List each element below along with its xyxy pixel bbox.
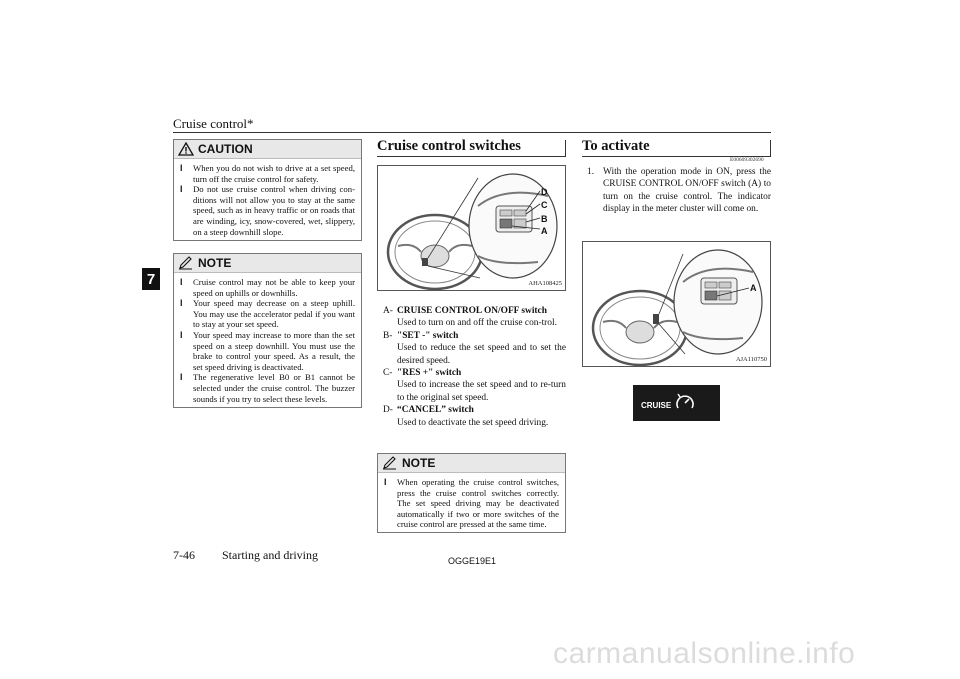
switch-letter: D- xyxy=(383,405,393,416)
switch-letter: C- xyxy=(383,368,393,379)
note-header xyxy=(174,254,361,273)
switch-list xyxy=(383,305,566,429)
note-title: NOTE xyxy=(198,256,232,270)
cruise-speedometer-icon xyxy=(673,391,697,415)
note-item: l Your speed may increase to more than the set speed on a steep downhill. You must use the brake to control your speed. As a result, the set speed driving is deactivated. xyxy=(180,330,355,372)
section-rule-end xyxy=(565,140,566,156)
caution-box xyxy=(173,139,362,241)
callout-d: D xyxy=(541,187,548,197)
steering-switches-figure xyxy=(377,165,566,291)
cruise-indicator-display xyxy=(633,385,720,421)
indicator-label: CRUISE xyxy=(641,401,672,410)
page-header-title: Cruise control* xyxy=(173,116,254,131)
chapter-tab: 7 xyxy=(142,268,160,290)
footer-doc-code: OGGE19E1 xyxy=(448,556,497,566)
switch-label: “CANCEL” switch xyxy=(397,405,474,416)
note-item: l The regenerative level B0 or B1 cannot be selected under the cruise control. The buzzer sounds if you try to select these levels. xyxy=(180,372,355,404)
note-header xyxy=(378,454,565,473)
activate-step xyxy=(587,166,771,216)
steering-wheel-illustration xyxy=(378,166,565,290)
section-rule xyxy=(377,156,566,157)
caution-header xyxy=(174,140,361,159)
switch-letter: B- xyxy=(383,330,393,341)
note-box xyxy=(173,253,362,408)
caution-item: l When you do not wish to drive at a set speed, turn off the cruise control for safety. xyxy=(180,163,355,184)
note-item: l Cruise control may not be able to keep your speed on uphills or downhills. xyxy=(180,277,355,298)
activate-figure xyxy=(582,241,771,367)
switch-label: "SET -" switch xyxy=(397,330,459,341)
switches-section-title: Cruise control switches xyxy=(377,138,521,154)
warning-triangle-icon xyxy=(178,142,194,156)
switch-item-a xyxy=(383,305,566,330)
switch-label: CRUISE CONTROL ON/OFF switch xyxy=(397,306,547,316)
caution-list xyxy=(174,159,361,241)
section-rule-end xyxy=(770,140,771,156)
switch-desc: Used to reduce the set speed and to set the desired speed. xyxy=(397,343,566,366)
note-box xyxy=(377,453,566,533)
note-pencil-icon xyxy=(178,256,194,270)
caution-title: CAUTION xyxy=(198,142,253,156)
note-list xyxy=(378,473,565,534)
footer-section-title: Starting and driving xyxy=(222,548,318,562)
step-number: 1. xyxy=(587,167,595,177)
switch-desc: Used to deactivate the set speed driving. xyxy=(397,417,549,428)
note-title: NOTE xyxy=(402,456,436,470)
note-item: l Your speed may decrease on a steep uphill. You may use the accelerator pedal if you want to stay at your set speed. xyxy=(180,298,355,330)
figure-code: AHA108425 xyxy=(528,280,562,287)
figure-code: AJA110750 xyxy=(735,356,767,363)
switch-label: "RES +" switch xyxy=(397,368,462,379)
note-pencil-icon xyxy=(382,456,398,470)
callout-a: A xyxy=(750,283,757,293)
callout-c: C xyxy=(541,200,548,210)
activate-section-title: To activate xyxy=(582,138,650,154)
switch-desc: Used to turn on and off the cruise con-trol. xyxy=(397,318,557,329)
step-text: With the operation mode in ON, press the CRUISE CONTROL ON/OFF switch (A) to turn on the cruise control. The indicator display in the meter cluster will come on. xyxy=(603,167,771,215)
footer-page-number: 7-46 xyxy=(173,548,195,562)
header-rule xyxy=(173,132,771,133)
watermark: carmanualsonline.info xyxy=(553,637,856,670)
switch-item-b xyxy=(383,330,566,367)
callout-a: A xyxy=(541,226,548,236)
caution-item: l Do not use cruise control when driving con-ditions will not allow you to stay at the same speed, such as in heavy traffic or on roads that are winding, icy, snow-covered, wet, slippery, on a steep downhill slope. xyxy=(180,184,355,237)
switch-desc: Used to increase the set speed and to re-turn to the original set speed. xyxy=(397,380,566,403)
note-list xyxy=(174,273,361,408)
switch-item-c xyxy=(383,367,566,404)
steering-wheel-illustration xyxy=(583,242,770,366)
switch-letter: A- xyxy=(383,306,393,316)
callout-b: B xyxy=(541,214,548,224)
switch-item-d xyxy=(383,404,566,429)
section-code: E00609302690 xyxy=(730,157,764,163)
note-item: l When operating the cruise control switches, press the cruise control switches correctly. The set speed driving may be deactivated automatically if two or more switches of the cruise control are pressed at the same time. xyxy=(384,477,559,530)
